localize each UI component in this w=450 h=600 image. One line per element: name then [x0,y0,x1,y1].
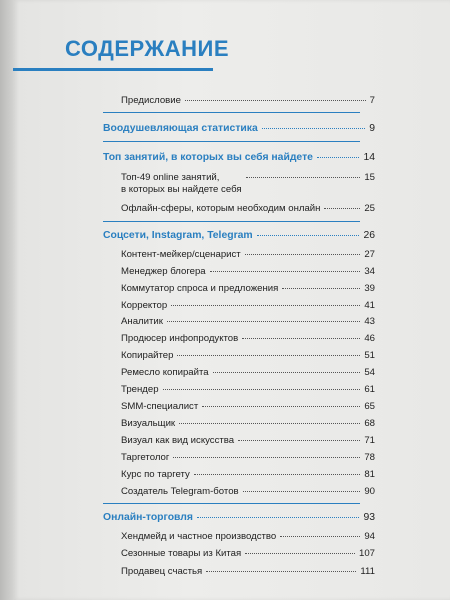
toc-leader-dots [173,457,360,458]
toc-leader-dots [242,338,360,339]
section-divider [103,141,360,142]
page-title: СОДЕРЖАНИЕ [65,36,230,61]
toc-leader-dots [194,474,360,475]
toc-leader-dots [245,553,355,554]
toc-leader-dots [245,254,361,255]
toc-entry-content-maker[interactable] [121,249,375,260]
toc-section-statistics[interactable] [103,123,375,134]
toc-leader-dots [171,305,360,306]
toc-entry-targeting-course[interactable] [121,469,375,480]
toc-section-social-networks[interactable] [103,230,375,241]
toc-entry-seasonal-goods[interactable] [121,548,375,559]
toc-entry-offline-spheres[interactable] [121,203,375,214]
toc-page-number: 61 [364,384,375,395]
section-divider [103,112,360,113]
toc-entry-blogger-manager[interactable] [121,266,375,277]
toc-entry-label: Сезонные товары из Китая [121,548,242,559]
toc-entry-copywriting-craft[interactable] [121,367,375,378]
toc-leader-dots [210,271,361,272]
toc-leader-dots [197,517,359,518]
toc-entry-label: Коммутатор спроса и предложения [121,283,279,294]
toc-page-number: 26 [363,230,375,241]
toc-page-number: 71 [364,435,375,446]
toc-leader-dots [282,288,360,289]
toc-leader-dots [262,128,365,129]
toc-page-number: 9 [369,123,375,134]
toc-page-number: 78 [364,452,375,463]
toc-entry-label: Предисловие [121,95,181,106]
toc-entry-label: Копирайтер [121,350,174,361]
toc-page-number: 51 [364,350,375,361]
toc-entry-trender[interactable] [121,384,375,395]
toc-entry-infoproduct-producer[interactable] [121,333,375,344]
toc-entry-handmade[interactable] [121,531,375,542]
toc-page-number: 27 [364,249,375,260]
toc-entry-label: SMM-специалист [121,401,199,412]
toc-entry-targetologist[interactable] [121,452,375,463]
toc-leader-dots [243,491,361,492]
toc-section-label: Онлайн-торговля [103,512,193,523]
toc-page-number: 94 [364,531,375,542]
toc-page-number: 81 [364,469,375,480]
toc-entry-proofreader[interactable] [121,300,375,311]
toc-entry-label: Визуал как вид искусства [121,435,235,446]
toc-page-number: 46 [364,333,375,344]
toc-entry-label: Курс по таргету [121,469,190,480]
toc-entry-label: Контент-мейкер/сценарист [121,249,241,260]
toc-entry-happiness-seller[interactable] [121,566,375,577]
toc-leader-dots [246,177,361,178]
toc-section-online-trade[interactable] [103,512,375,523]
toc-entry-top-49[interactable] [121,172,375,196]
toc-leader-dots [185,100,366,101]
toc-leader-dots [213,372,361,373]
toc-leader-dots [163,389,361,390]
toc-page-number: 25 [364,203,375,214]
toc-entry-demand-switch[interactable] [121,283,375,294]
toc-page-number: 54 [364,367,375,378]
toc-leader-dots [202,406,360,407]
toc-page-number: 107 [358,548,375,559]
toc-leader-dots [167,321,360,322]
toc-section-top-occupations[interactable] [103,152,375,163]
toc-page-number: 111 [360,566,375,577]
toc-leader-dots [177,355,360,356]
toc-entry-label: Менеджер блогера [121,266,206,277]
toc-entry-label: Продюсер инфопродуктов [121,333,239,344]
toc-entry-label: Трендер [121,384,159,395]
toc-leader-dots [179,423,360,424]
toc-entry-label: Аналитик [121,316,163,327]
toc-page-number: 90 [364,486,375,497]
toc-page-number: 68 [364,418,375,429]
toc-entry-label: Корректор [121,300,168,311]
toc-section-label: Воодушевляющая статистика [103,123,258,134]
toc-page-number: 41 [364,300,375,311]
toc-entry-copywriter[interactable] [121,350,375,361]
toc-entry-analyst[interactable] [121,316,375,327]
toc-entry-telegram-bots[interactable] [121,486,375,497]
toc-page-number: 15 [364,172,375,183]
toc-page-number: 39 [364,283,375,294]
toc-leader-dots [257,235,360,236]
toc-page-number: 43 [364,316,375,327]
toc-page-number: 93 [363,512,375,523]
toc-leader-dots [280,536,360,537]
toc-page-number: 7 [369,95,375,106]
toc-section-label: Соцсети, Instagram, Telegram [103,230,253,241]
toc-entry-smm-specialist[interactable] [121,401,375,412]
toc-entry-label: Ремесло копирайта [121,367,209,378]
toc-page-number: 14 [363,152,375,163]
toc-entry-label: Таргетолог [121,452,170,463]
toc-entry-label: Продавец счастья [121,566,203,577]
toc-section-label: Топ занятий, в которых вы себя найдете [103,152,313,163]
toc-leader-dots [206,571,356,572]
toc-entry-label: Офлайн-сферы, которым необходим онлайн [121,203,321,214]
toc-entry-label: Визуальщик [121,418,176,429]
toc-leader-dots [324,208,360,209]
toc-page-number: 65 [364,401,375,412]
toc-entry-preface[interactable] [121,95,375,106]
toc-page-number: 34 [364,266,375,277]
toc-entry-label-line: в которых вы найдете себя [121,184,242,195]
toc-entry-label-line: Топ-49 online занятий, [121,172,220,183]
toc-leader-dots [238,440,360,441]
toc-entry-label: Хендмейд и частное производство [121,531,277,542]
toc-entry-label: Создатель Telegram-ботов [121,486,239,497]
section-divider [103,503,360,504]
toc-entry-label [121,172,242,196]
toc-entry-visual-designer[interactable] [121,418,375,429]
section-divider [103,221,360,222]
toc-leader-dots [317,157,359,158]
toc-entry-visual-art[interactable] [121,435,375,446]
